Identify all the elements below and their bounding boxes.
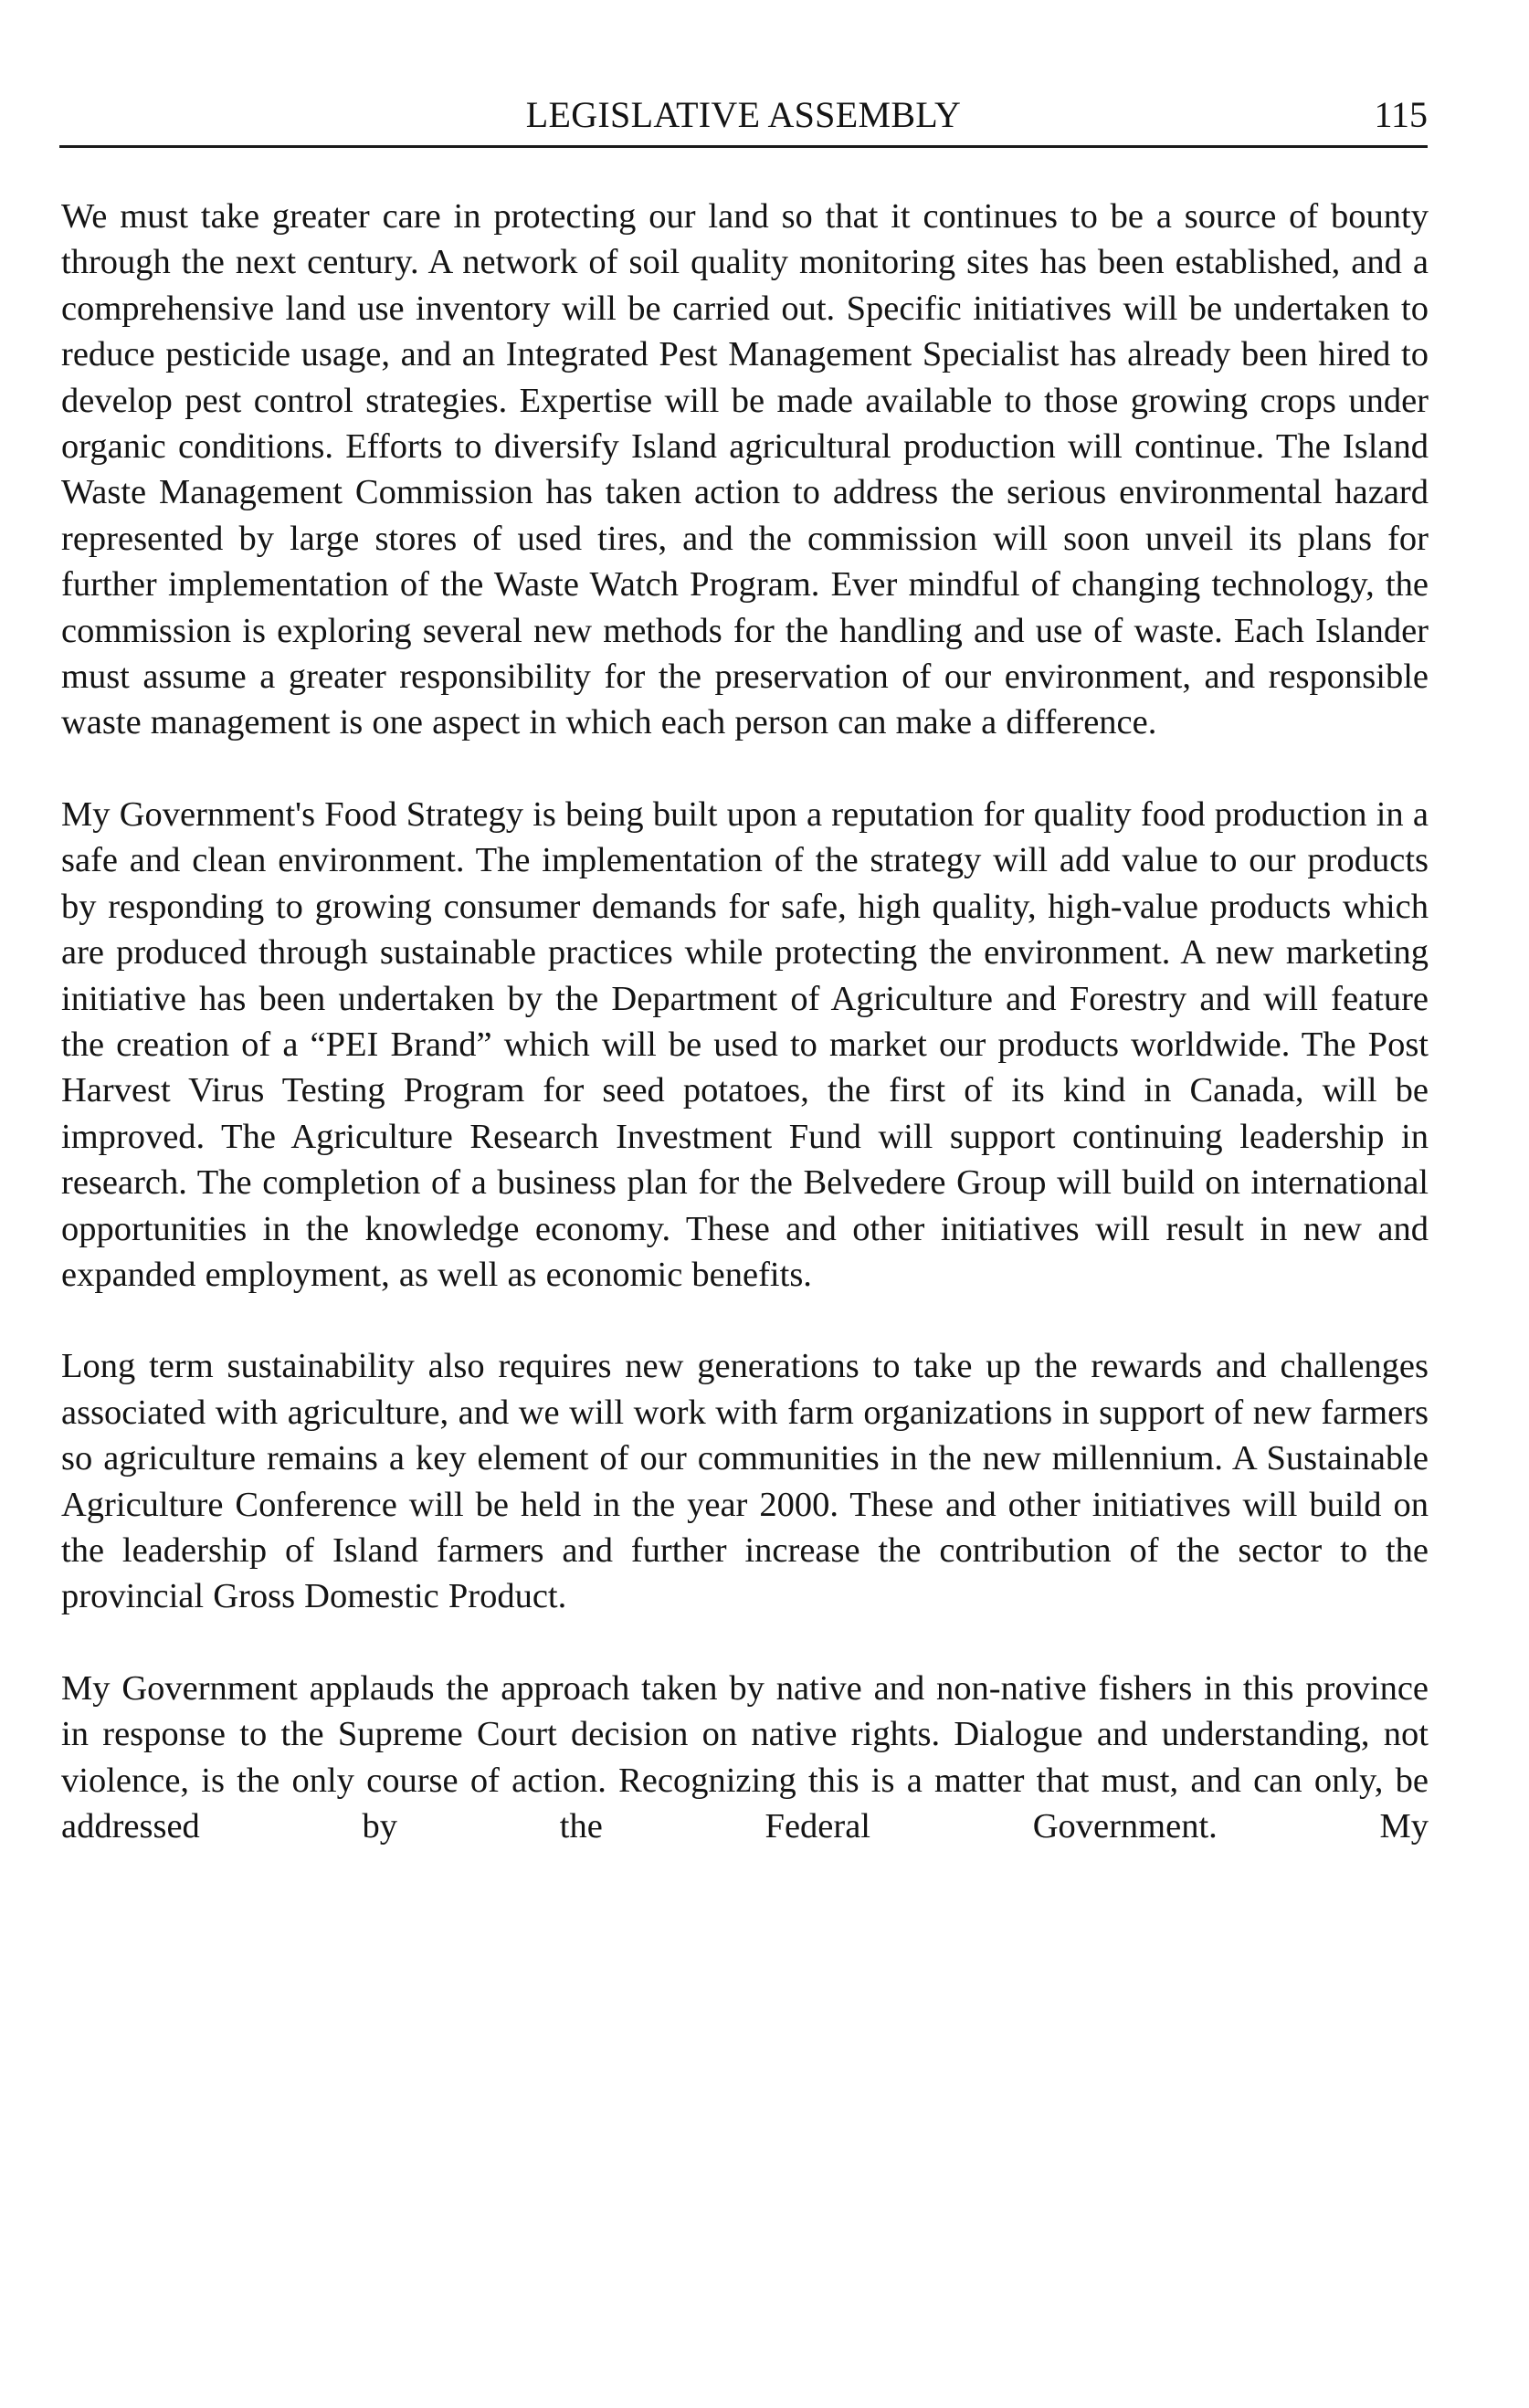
- running-header: [59, 91, 1428, 144]
- paragraph-food-strategy: My Government's Food Strategy is being built upon a reputation for quality food production in a safe and clean environment. The implementation of the strategy will add value to our products by responding to growing consumer demands for safe, high quality, high-value products which are produced through sustainable practices while protecting the environment. A new marketing initiative has been undertaken by the Department of Agriculture and Forestry and will feature the creation of a “PEI Brand” which will be used to market our products worldwide. The Post Harvest Virus Testing Program for seed potatoes, the first of its kind in Canada, will be improved. The Agriculture Research Investment Fund will support continuing leadership in research. The completion of a business plan for the Belvedere Group will build on international opportunities in the knowledge economy. These and other initiatives will result in new and expanded employment, as well as economic benefits.: [61, 794, 1429, 1294]
- page-number: 115: [1374, 94, 1428, 135]
- running-title: LEGISLATIVE ASSEMBLY: [525, 94, 962, 135]
- paragraph-land-stewardship: We must take greater care in protecting our land so that it continues to be a source of bounty through the next century. A network of soil quality monitoring sites has been established, and a comprehensive land use inventory will be carried out. Specific initiatives will be undertaken to reduce pesticide usage, and an Integrated Pest Management Specialist has already been hired to develop pest control strategies. Expertise will be made available to those growing crops under organic conditions. Efforts to diversify Island agricultural production will continue. The Island Waste Management Commission has taken action to address the serious environmental hazard represented by large stores of used tires, and the commission will soon unveil its plans for further implementation of the Waste Watch Program. Ever mindful of changing technology, the commission is exploring several new methods for the handling and use of waste. Each Islander must assume a greater responsibility for the preservation of our environment, and responsible waste management is one aspect in which each person can make a difference.: [61, 197, 1429, 742]
- paragraph-fisheries: My Government applauds the approach taken by native and non-native fishers in this province in response to the Supreme Court decision on native rights. Dialogue and understanding, not violence, is the only course of action. Recognizing this is a matter that must, and can only, be addressed by the Federal Government. My: [61, 1668, 1429, 1845]
- body-text: [61, 194, 1429, 1849]
- paragraph-sustainability: Long term sustainability also requires new generations to take up the rewards and challenges associated with agriculture, and we will work with farm organizations in support of new farmers so agriculture remains a key element of our communities in the new millennium. A Sustainable Agriculture Conference will be held in the year 2000. These and other initiatives will build on the leadership of Island farmers and further increase the contribution of the sector to the provincial Gross Domestic Product.: [61, 1347, 1429, 1616]
- header-rule: [59, 145, 1428, 148]
